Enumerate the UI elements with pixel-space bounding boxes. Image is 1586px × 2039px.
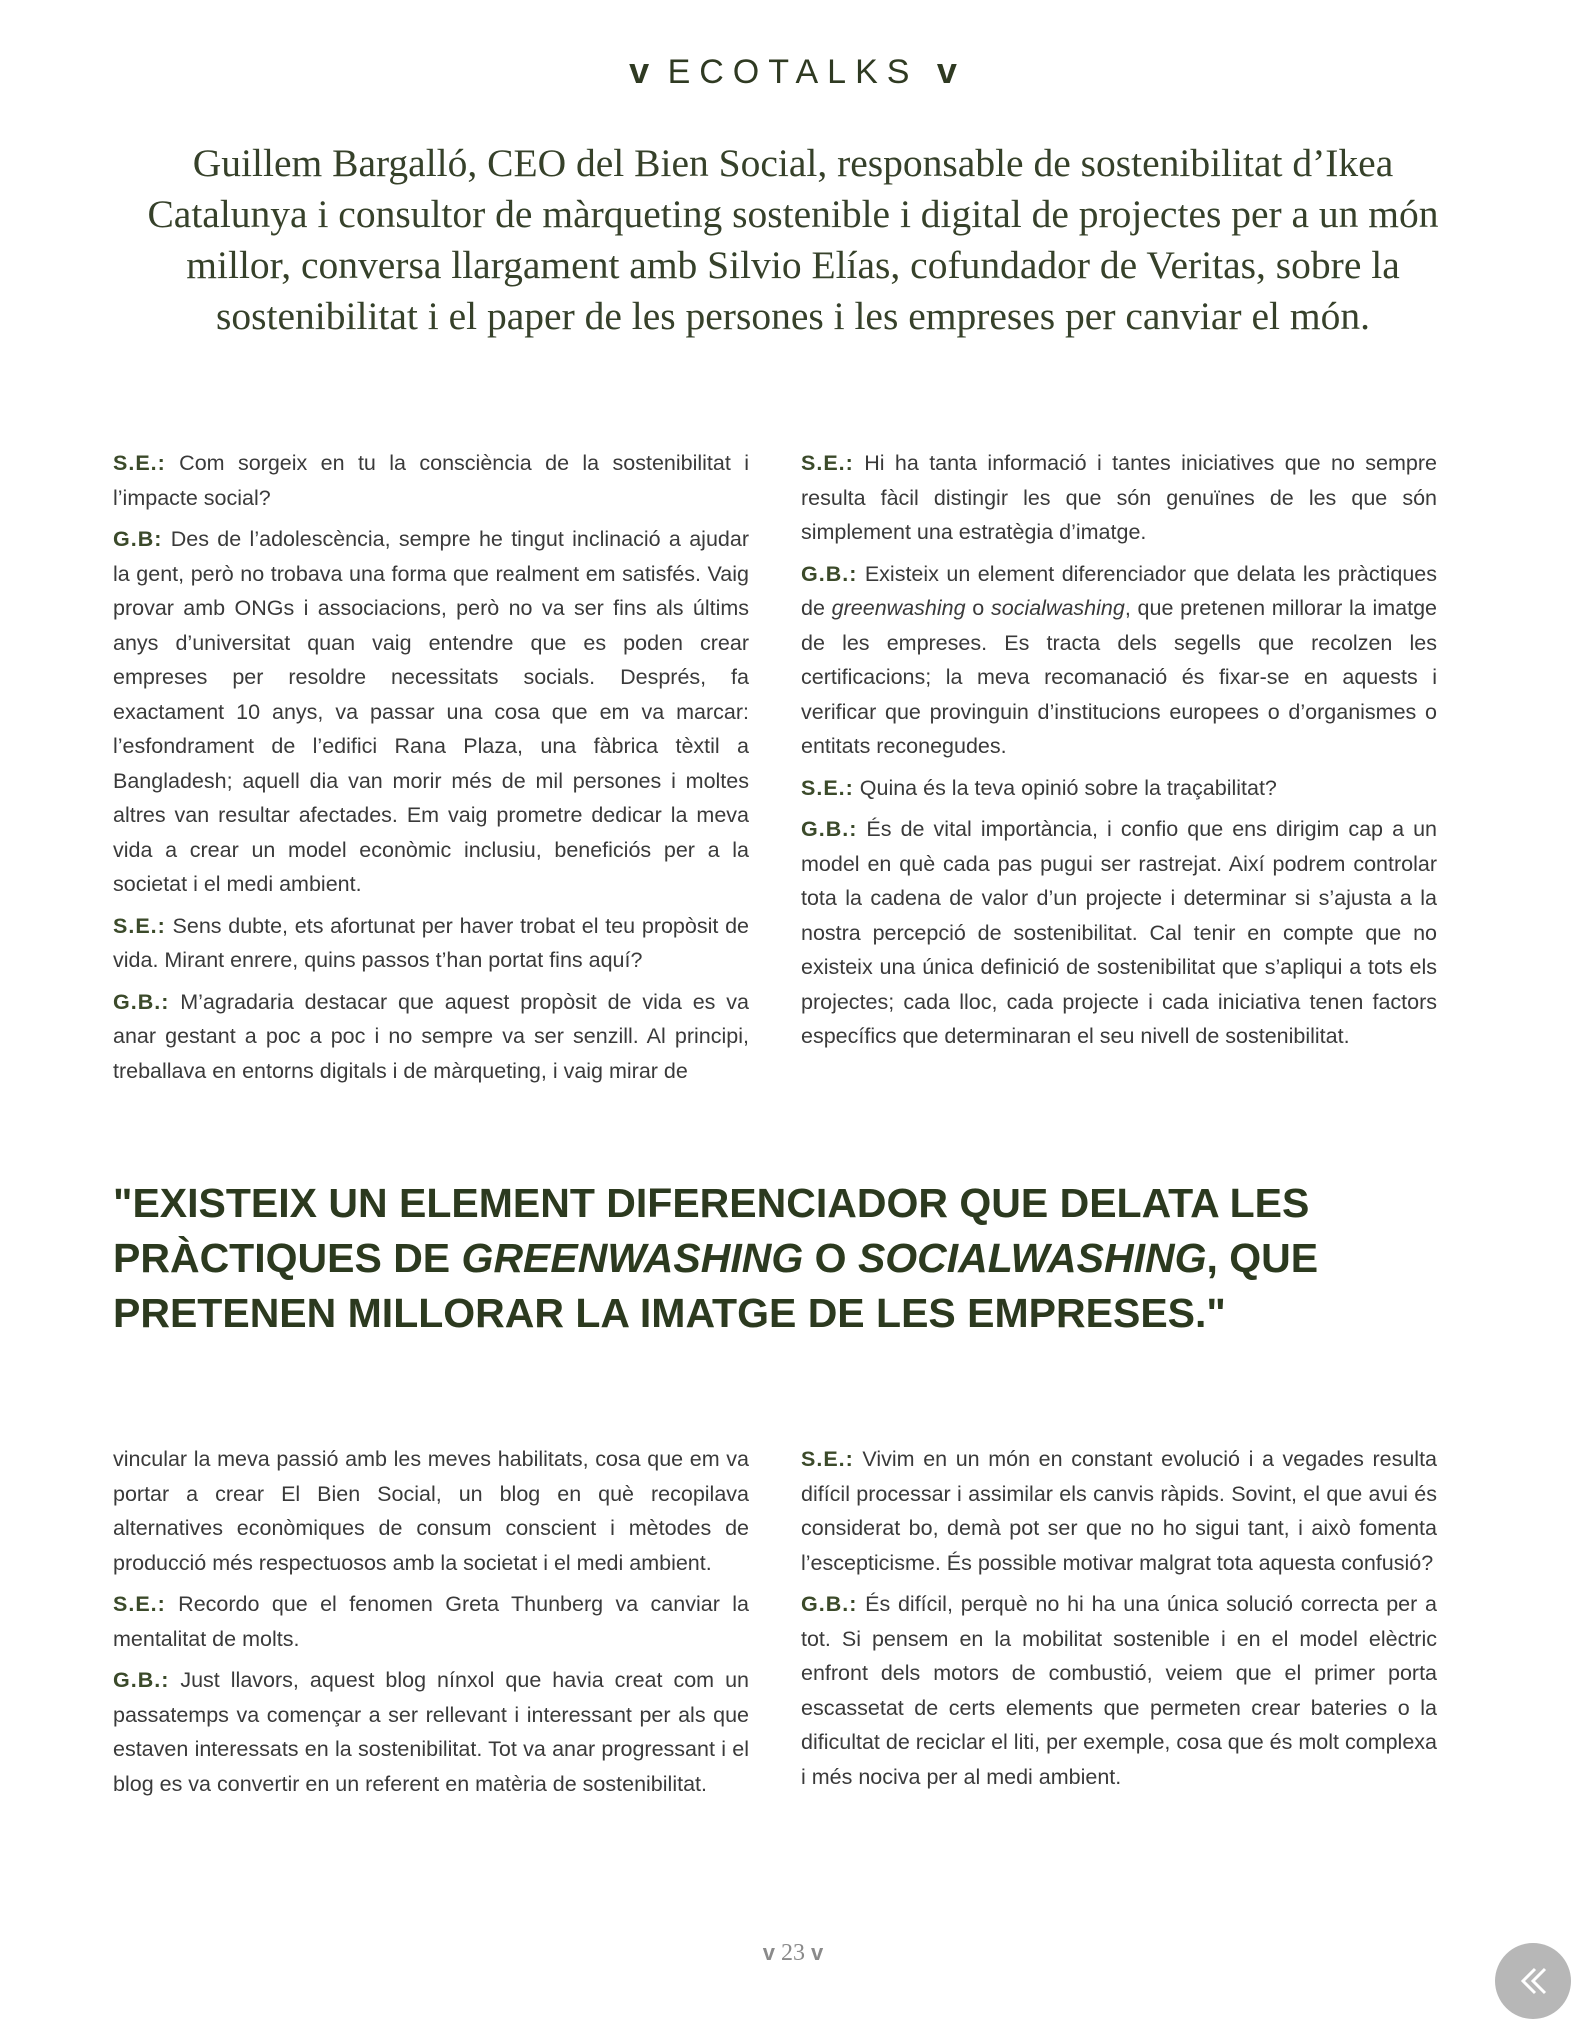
paragraph-text: Com sorgeix en tu la consciència de la sostenibilitat i l’impacte social? — [113, 451, 749, 510]
paragraph-text: M’agradaria destacar que aquest propòsit de vida es va anar gestant a poc a poc i no sempre va ser senzill. Al principi, treballava en entorns digitals i de màrqueting, i vaig mirar de — [113, 989, 749, 1083]
qa-paragraph — [801, 1442, 1437, 1580]
speaker-label: S.E.: — [113, 913, 166, 938]
paragraph-text: Recordo que el fenomen Greta Thunberg va canviar la mentalitat de molts. — [113, 1592, 749, 1651]
paragraph-text: o — [965, 596, 991, 620]
qa-paragraph — [113, 1663, 749, 1801]
double-chevron-left-icon — [1513, 1961, 1553, 2001]
qa-paragraph — [113, 909, 749, 978]
footer-mark-left: v — [762, 1940, 775, 1965]
quote-text: , QUE PRETENEN MILLORAR LA IMATGE DE LES EMPRESES." — [113, 1235, 1319, 1336]
qa-paragraph — [801, 812, 1437, 1054]
column-4 — [801, 1442, 1437, 1801]
page-number — [0, 1940, 1586, 1967]
section-header — [0, 50, 1586, 92]
header-mark-right: v — [936, 50, 957, 91]
paragraph-text: , que pretenen millorar la imatge de les empreses. Es tracta dels segells que recolzen les certificacions; la meva recomanació és fixar-se en aquests i verificar que provinguin d’institucions europees o d’organismes o entitats reconegudes. — [801, 596, 1438, 758]
emphasis-term: greenwashing — [831, 596, 966, 620]
qa-paragraph — [113, 1442, 749, 1580]
qa-paragraph — [801, 557, 1437, 764]
quote-text: "EXISTEIX UN ELEMENT DIFERENCIADOR QUE DELATA LES PRÀCTIQUES DE — [113, 1180, 1310, 1281]
paragraph-text: Just llavors, aquest blog nínxol que havia creat com un passatemps va començar a ser rellevant i interessant per als que estaven interessats en la sostenibilitat. Tot va anar progressant i el blog es va convertir en un referent en matèria de sostenibilitat. — [113, 1668, 749, 1796]
emphasis-term: socialwashing — [990, 596, 1125, 620]
speaker-label: G.B.: — [801, 817, 858, 841]
qa-paragraph — [801, 1587, 1437, 1794]
speaker-label: S.E.: — [113, 1592, 166, 1616]
pull-quote — [113, 1176, 1443, 1341]
paragraph-text: vincular la meva passió amb les meves habilitats, cosa que em va portar a crear El Bien Social, un blog en què recopilava alternatives econòmiques de consum conscient i mètodes de producció més respectuosos amb la societat i el medi ambient. — [113, 1447, 749, 1575]
back-button[interactable] — [1495, 1943, 1571, 2019]
speaker-label: S.E.: — [801, 1447, 854, 1471]
qa-paragraph — [113, 985, 749, 1089]
speaker-label: G.B.: — [801, 1592, 858, 1616]
footer-mark-right: v — [811, 1940, 824, 1965]
header-mark-left: v — [629, 50, 650, 91]
paragraph-text: És de vital importància, i confio que ens dirigim cap a un model en què cada pas pugui ser rastrejat. Així podrem controlar tota la cadena de valor d’un projecte i determinar si s’ajusta a la nostra percepció de sostenibilitat. Cal tenir en compte que no existeix una única definició de sostenibilitat que s’apliqui a tots els projectes; cada lloc, cada projecte i cada iniciativa tenen factors específics que determinaran el seu nivell de sostenibilitat. — [801, 817, 1437, 1048]
paragraph-text: Sens dubte, ets afortunat per haver trobat el teu propòsit de vida. Mirant enrere, quins passos t’han portat fins aquí? — [113, 913, 749, 972]
header-title: ECOTALKS — [667, 53, 919, 91]
quote-emphasis: GREENWASHING — [461, 1235, 804, 1281]
qa-paragraph — [801, 771, 1437, 806]
speaker-label: S.E.: — [801, 775, 854, 800]
paragraph-text: És difícil, perquè no hi ha una única solució correcta per a tot. Si pensem en la mobilitat sostenible i en el model elèctric enfront dels motors de combustió, veiem que el primer porta escassetat de certs elements que permeten crear bateries o la dificultat de reciclar el liti, per exemple, cosa que és molt complexa i més nociva per al medi ambient. — [801, 1592, 1437, 1789]
paragraph-text: Existeix un element diferenciador que delata les pràctiques de — [801, 561, 1437, 620]
quote-text: O — [803, 1235, 858, 1281]
page-number-value: 23 — [781, 1940, 805, 1966]
paragraph-text: Quina és la teva opinió sobre la traçabilitat? — [853, 775, 1277, 800]
speaker-label: S.E.: — [113, 451, 166, 475]
paragraph-text: Hi ha tanta informació i tantes iniciatives que no sempre resulta fàcil distingir les que són genuïnes de les que són simplement una estratègia d’imatge. — [801, 451, 1437, 544]
speaker-label: G.B: — [113, 527, 163, 551]
speaker-label: G.B.: — [801, 561, 858, 586]
qa-paragraph — [113, 522, 749, 902]
quote-emphasis: SOCIALWASHING — [857, 1235, 1207, 1281]
intro-paragraph: Guillem Bargalló, CEO del Bien Social, responsable de sostenibilitat d’Ikea Catalunya i consultor de màrqueting sostenible i digital de projectes per a un món millor, conversa llargament amb Silvio Elías, cofundador de Veritas, sobre la sostenibilitat i el paper de les persones i les empreses per canviar el món. — [147, 141, 1439, 338]
qa-paragraph — [113, 1587, 749, 1656]
paragraph-text: Vivim en un món en constant evolució i a vegades resulta difícil processar i assimilar els canvis ràpids. Sovint, el que avui és considerat bo, demà pot ser que no ho sigui tant, i això fomenta l’escepticisme. És possible motivar malgrat tota aquesta confusió? — [801, 1447, 1437, 1575]
speaker-label: G.B.: — [113, 989, 170, 1014]
qa-paragraph — [801, 446, 1437, 550]
paragraph-text: Des de l’adolescència, sempre he tingut inclinació a ajudar la gent, però no trobava una forma que realment em satisfés. Vaig provar amb ONGs i associacions, però no va ser fins als últims anys d’universitat quan vaig entendre que es poden crear empreses per resoldre necessitats socials. Després, fa exactament 10 anys, va passar una cosa que em va marcar: l’esfondrament de l’edifici Rana Plaza, una fàbrica tèxtil a Bangladesh; aquell dia van morir més de mil persones i moltes altres van resultar afectades. Em vaig prometre dedicar la meva vida a crear un model econòmic inclusiu, beneficiós per a la societat i el medi ambient. — [113, 527, 749, 896]
column-3 — [113, 1442, 749, 1808]
column-2 — [801, 446, 1437, 1061]
qa-paragraph — [113, 446, 749, 515]
speaker-label: S.E.: — [801, 451, 854, 475]
speaker-label: G.B.: — [113, 1668, 170, 1692]
column-1 — [113, 446, 749, 1095]
